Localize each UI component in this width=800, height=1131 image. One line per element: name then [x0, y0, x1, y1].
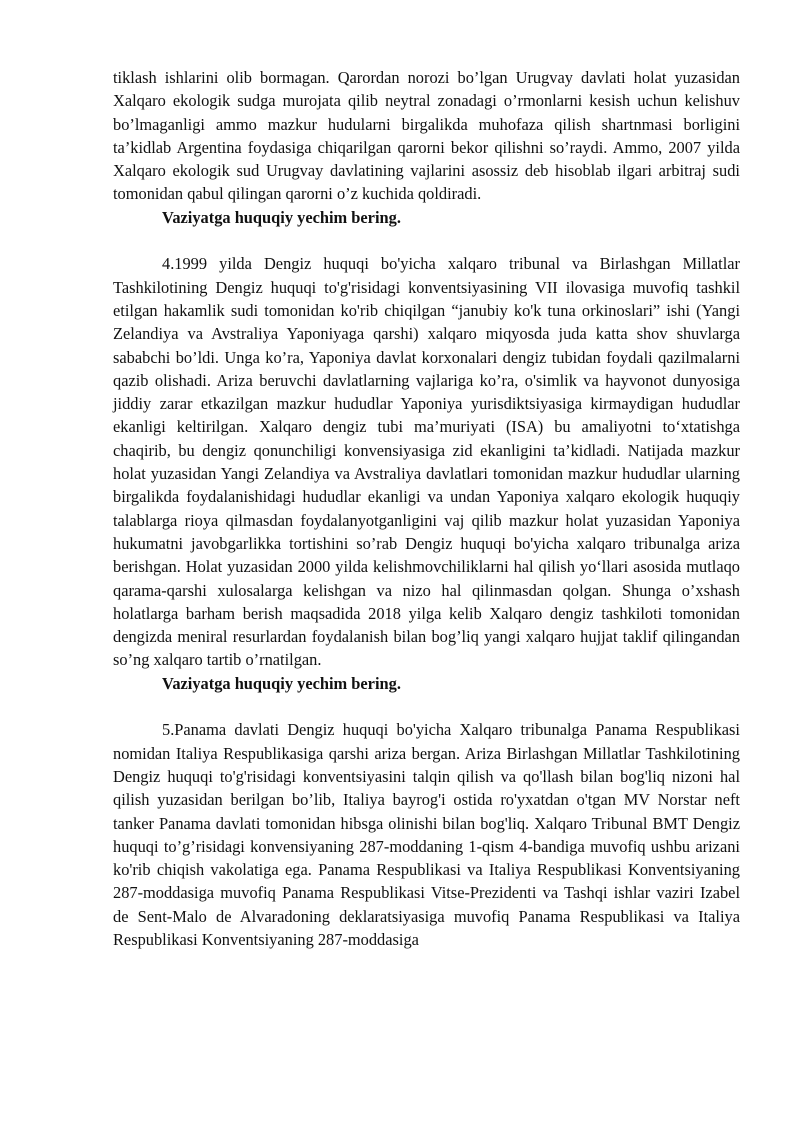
- intro-paragraph: tiklash ishlarini olib bormagan. Qarordan norozi bo’lgan Urugvay davlati holat yuzasidan Xalqaro ekologik sudga murojata qilib neytral zonadagi o’rmonlarni kesish uchun kelishuv bo’lmaganligi ammo mazkur hudularni birgalikda muhofaza qilish shartnmasi borligini ta’kidlab Argentina foydasiga chiqarilgan qarorni bekor qilishni so’raydi. Ammo, 2007 yilda Xalqaro ekologik sud Urugvay davlatining vajlarini asossiz deb hisoblab ilgari arbitraj sudi tomonidan qabul qilingan qarorni o’z kuchida qoldiradi.: [113, 68, 740, 204]
- document-page: [113, 66, 740, 951]
- task-heading-1: Vaziyatga huquqiy yechim bering.: [162, 207, 401, 227]
- case-5-paragraph: 5.Panama davlati Dengiz huquqi bo'yicha Xalqaro tribunalga Panama Respublikasi nomidan Italiya Respublikasiga qarshi ariza bergan. Ariza Birlashgan Millatlar Tashkilotining Dengiz huquqi to'g'risidagi konventsiyasini talqin qilish va qo'llash bilan bog'liq nizoni hal qilish yuzasidan berilgan bo’lib, Italiya bayrog'i ostida ro'yxatdan o'tgan MV Norstar neft tanker Panama davlati tomonidan hibsga olinishi bilan bog'liq. Xalqaro Tribunal BMT Dengiz huquqi to’g’risidagi konvensiyaning 287-moddaning 1-qism 4-bandiga muvofiq ushbu arizani ko'rib chiqish vakolatiga ega. Panama Respublikasi va Italiya Respublikasi Konventsiyaning 287-moddasiga muvofiq Panama Respublikasi Vitse-Prezidenti va Tashqi ishlar vaziri Izabel de Sent-Malo de Alvaradoning deklaratsiyasiga muvofiq Panama Respublikasi va Italiya Respublikasi Konventsiyaning 287-moddasiga: [113, 720, 740, 949]
- paragraph-spacer: [113, 229, 740, 252]
- case-4-paragraph: 4.1999 yilda Dengiz huquqi bo'yicha xalqaro tribunal va Birlashgan Millatlar Tashkilotining Dengiz huquqi to'g'risidagi konventsiyasining VII ilovasiga muvofiq tashkil etilgan hakamlik sudi tomonidan ko'rib chiqilgan “janubiy ko'k tuna orkinoslari” ishi (Yangi Zelandiya va Avstraliya Yaponiyaga qarshi) xalqaro miqyosda juda katta shov shuvlarga sababchi bo’ldi. Unga ko’ra, Yaponiya davlat korxonalari dengiz tubidan foydali qazilmalarni qazib olishadi. Ariza beruvchi davlatlarning vajlariga ko’ra, o'simlik va hayvonot dunyosiga jiddiy zarar etkazilgan mazkur hududlar Yaponiya yurisdiktsiyasiga kirmaydigan hududlar ekanligi keltirilgan. Xalqaro dengiz tubi ma’muriyati (ISA) bu amaliyotni to‘xtatishga chaqirib, bu dengiz qonunchiligi konvensiyasiga zid ekanligini ta’kidladi. Natijada mazkur holat yuzasidan Yangi Zelandiya va Avstraliya davlatlari tomonidan mazkur hududlar ularning birgalikda foydalanishidagi hududlar ekanligi va undan Yaponiya xalqaro ekologik huquqiy talablarga rioya qilmasdan foydalanyotganligini vaj qilib mazkur holat yuzasidan Yaponiya hukumatni javobgarlikka tortishini so’rab Dengiz huquqi bo'yicha xalqaro tribunalga ariza berishgan. Holat yuzasidan 2000 yilda kelishmovchiliklarni hal qilish yo‘llari asosida mutlaqo qarama-qarshi xulosalarga kelishgan va nizo hal qilinmasdan qolgan. Shunga o’xshash holatlarga barham berish maqsadida 2018 yilga kelib Xalqaro dengiz tashkiloti tomonidan dengizda meniral resurlardan foydalanish bilan bog’liq yangi xalqaro hujjat taklif qilingandan so’ng xalqaro tartib o’rnatilgan.: [113, 254, 740, 670]
- paragraph-spacer: [113, 695, 740, 718]
- task-heading-2: Vaziyatga huquqiy yechim bering.: [162, 673, 401, 693]
